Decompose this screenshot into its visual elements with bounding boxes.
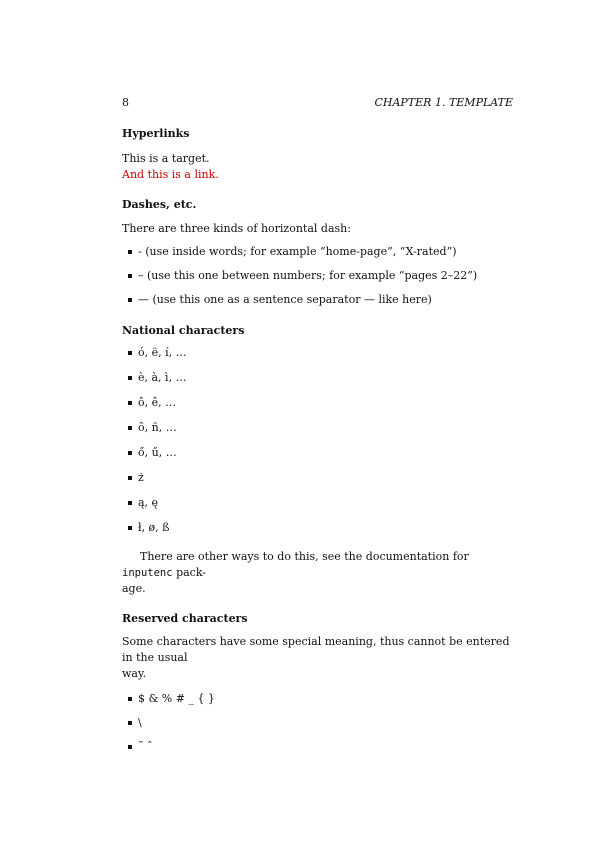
list-item bbox=[122, 691, 513, 707]
bullet-icon bbox=[128, 274, 132, 278]
list-item-text: ó, ë, í, … bbox=[138, 346, 187, 359]
list-item-text: – (use this one between numbers; for example “pages 2–22”) bbox=[138, 269, 478, 282]
list-item bbox=[122, 739, 513, 755]
dashes-list bbox=[122, 244, 513, 308]
bullet-icon bbox=[128, 501, 132, 505]
list-item bbox=[122, 445, 513, 461]
page-body bbox=[122, 127, 513, 755]
target-text: This is a target. bbox=[122, 152, 210, 165]
section-title-national: National characters bbox=[122, 324, 245, 337]
section-title-dashes: Dashes, etc. bbox=[122, 198, 197, 211]
note-text: There are other ways to do this, see the documentation for bbox=[140, 550, 469, 563]
national-note bbox=[122, 549, 513, 581]
list-item-text: ő, ű, … bbox=[138, 446, 177, 459]
list-item-text: ż bbox=[138, 471, 144, 484]
list-item bbox=[122, 370, 513, 386]
section-title-hyperlinks: Hyperlinks bbox=[122, 127, 190, 140]
list-item-text: õ, ñ, … bbox=[138, 421, 177, 434]
list-item-text: ô, ê, … bbox=[138, 396, 177, 409]
list-item bbox=[122, 395, 513, 411]
bullet-icon bbox=[128, 721, 132, 725]
bullet-icon bbox=[128, 351, 132, 355]
list-item-text: — (use this one as a sentence separator — like here) bbox=[138, 293, 432, 306]
note-text-after: pack- bbox=[172, 566, 207, 579]
list-item-text: ˜ ˆ bbox=[138, 740, 153, 753]
list-item-text: è, à, ì, … bbox=[138, 371, 187, 384]
bullet-icon bbox=[128, 526, 132, 530]
section-title-reserved: Reserved characters bbox=[122, 612, 248, 625]
national-note-line2: age. bbox=[122, 582, 146, 595]
list-item bbox=[122, 268, 513, 284]
bullet-icon bbox=[128, 250, 132, 254]
list-item bbox=[122, 292, 513, 308]
reserved-text-line2: way. bbox=[122, 667, 147, 680]
list-item bbox=[122, 495, 513, 511]
reserved-text: Some characters have some special meaning, thus cannot be entered in the usual bbox=[122, 635, 510, 664]
link-text[interactable]: And this is a link. bbox=[122, 168, 219, 181]
list-item bbox=[122, 244, 513, 260]
reserved-list bbox=[122, 691, 513, 755]
national-list bbox=[122, 345, 513, 536]
list-item bbox=[122, 345, 513, 361]
running-header bbox=[122, 96, 513, 110]
list-item bbox=[122, 470, 513, 486]
code-inputenc: inputenc bbox=[122, 567, 173, 579]
bullet-icon bbox=[128, 745, 132, 749]
bullet-icon bbox=[128, 298, 132, 302]
list-item bbox=[122, 715, 513, 731]
bullet-icon bbox=[128, 451, 132, 455]
chapter-title: CHAPTER 1. TEMPLATE bbox=[374, 96, 513, 109]
list-item bbox=[122, 520, 513, 536]
list-item-text: ą, ę bbox=[138, 496, 159, 509]
list-item-text: - (use inside words; for example “home-page”, “X-rated”) bbox=[138, 245, 457, 258]
dashes-intro: There are three kinds of horizontal dash: bbox=[122, 222, 351, 235]
list-item-text: ł, ø, ß bbox=[138, 521, 170, 534]
list-item-text: $ & % # _ { } bbox=[138, 692, 215, 705]
bullet-icon bbox=[128, 376, 132, 380]
bullet-icon bbox=[128, 401, 132, 405]
bullet-icon bbox=[128, 697, 132, 701]
bullet-icon bbox=[128, 426, 132, 430]
list-item-text: \ bbox=[138, 716, 142, 729]
bullet-icon bbox=[128, 476, 132, 480]
list-item bbox=[122, 420, 513, 436]
page-number: 8 bbox=[122, 96, 129, 109]
